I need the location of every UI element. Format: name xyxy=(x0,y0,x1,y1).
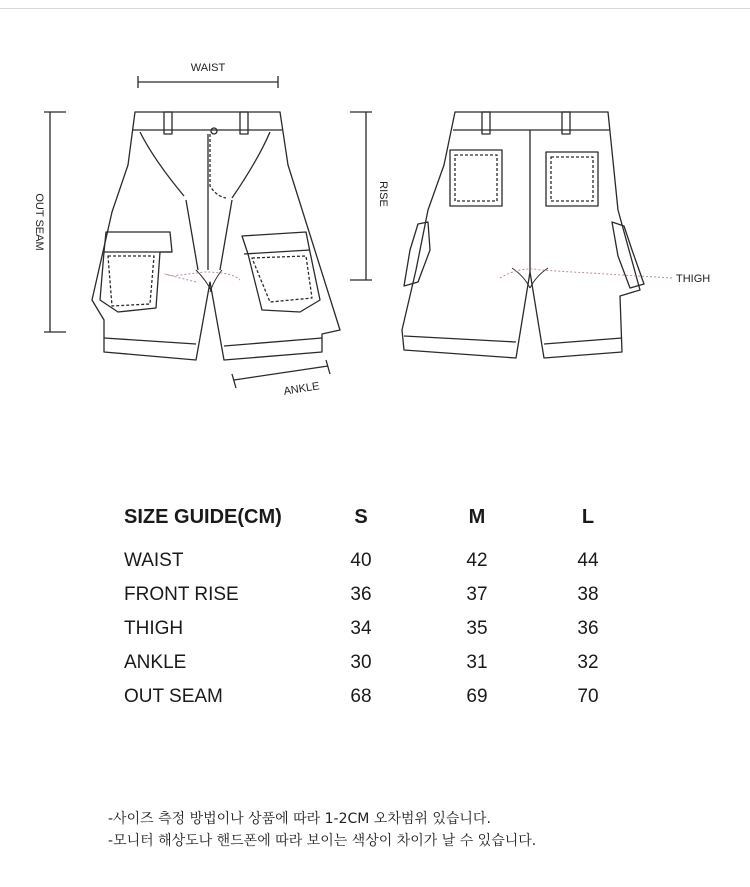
table-row xyxy=(124,578,608,612)
size-header-s: S xyxy=(354,505,368,528)
row-label: FRONT RISE xyxy=(124,584,239,605)
value-m: 31 xyxy=(466,652,488,673)
waist-dimension-line xyxy=(138,76,278,88)
value-s: 30 xyxy=(350,652,372,673)
row-label: OUT SEAM xyxy=(124,686,223,707)
rise-dimension-line xyxy=(350,112,372,280)
notes xyxy=(108,808,536,852)
table-row xyxy=(124,544,608,578)
out-seam-label: OUT SEAM xyxy=(33,193,45,251)
shorts-diagram xyxy=(0,0,750,420)
out-seam-dimension-line xyxy=(44,112,66,332)
row-label: WAIST xyxy=(124,550,184,571)
note-measurement-tolerance: -사이즈 측정 방법이나 상품에 따라 1-2CM 오차범위 있습니다. xyxy=(108,811,491,827)
value-l: 36 xyxy=(577,618,599,639)
value-s: 34 xyxy=(350,618,372,639)
value-s: 36 xyxy=(350,584,372,605)
waist-label: WAIST xyxy=(190,62,226,74)
value-m: 42 xyxy=(466,550,488,571)
value-l: 38 xyxy=(577,584,599,605)
size-guide-header-row xyxy=(124,500,608,544)
front-shorts-illustration xyxy=(92,112,340,360)
table-row xyxy=(124,646,608,680)
value-s: 68 xyxy=(350,686,372,707)
rise-label: RISE xyxy=(377,181,389,207)
value-m: 37 xyxy=(466,584,488,605)
value-m: 35 xyxy=(466,618,488,639)
table-row xyxy=(124,680,608,714)
size-header-l: L xyxy=(581,505,595,528)
value-l: 44 xyxy=(577,550,599,571)
size-guide-title: SIZE GUIDE(CM) xyxy=(124,505,282,528)
size-header-m: M xyxy=(468,505,486,528)
back-shorts-illustration xyxy=(402,112,644,358)
value-m: 69 xyxy=(466,686,488,707)
value-s: 40 xyxy=(350,550,372,571)
size-guide-table xyxy=(124,500,608,714)
table-row xyxy=(124,612,608,646)
row-label: THIGH xyxy=(124,618,184,639)
value-l: 70 xyxy=(577,686,599,707)
note-color-difference: -모니터 해상도나 핸드폰에 따라 보이는 색상이 차이가 날 수 있습니다. xyxy=(108,833,537,849)
row-label: ANKLE xyxy=(124,652,187,673)
value-l: 32 xyxy=(577,652,599,673)
thigh-label: THIGH xyxy=(676,273,711,285)
ankle-label: ANKLE xyxy=(282,380,321,398)
